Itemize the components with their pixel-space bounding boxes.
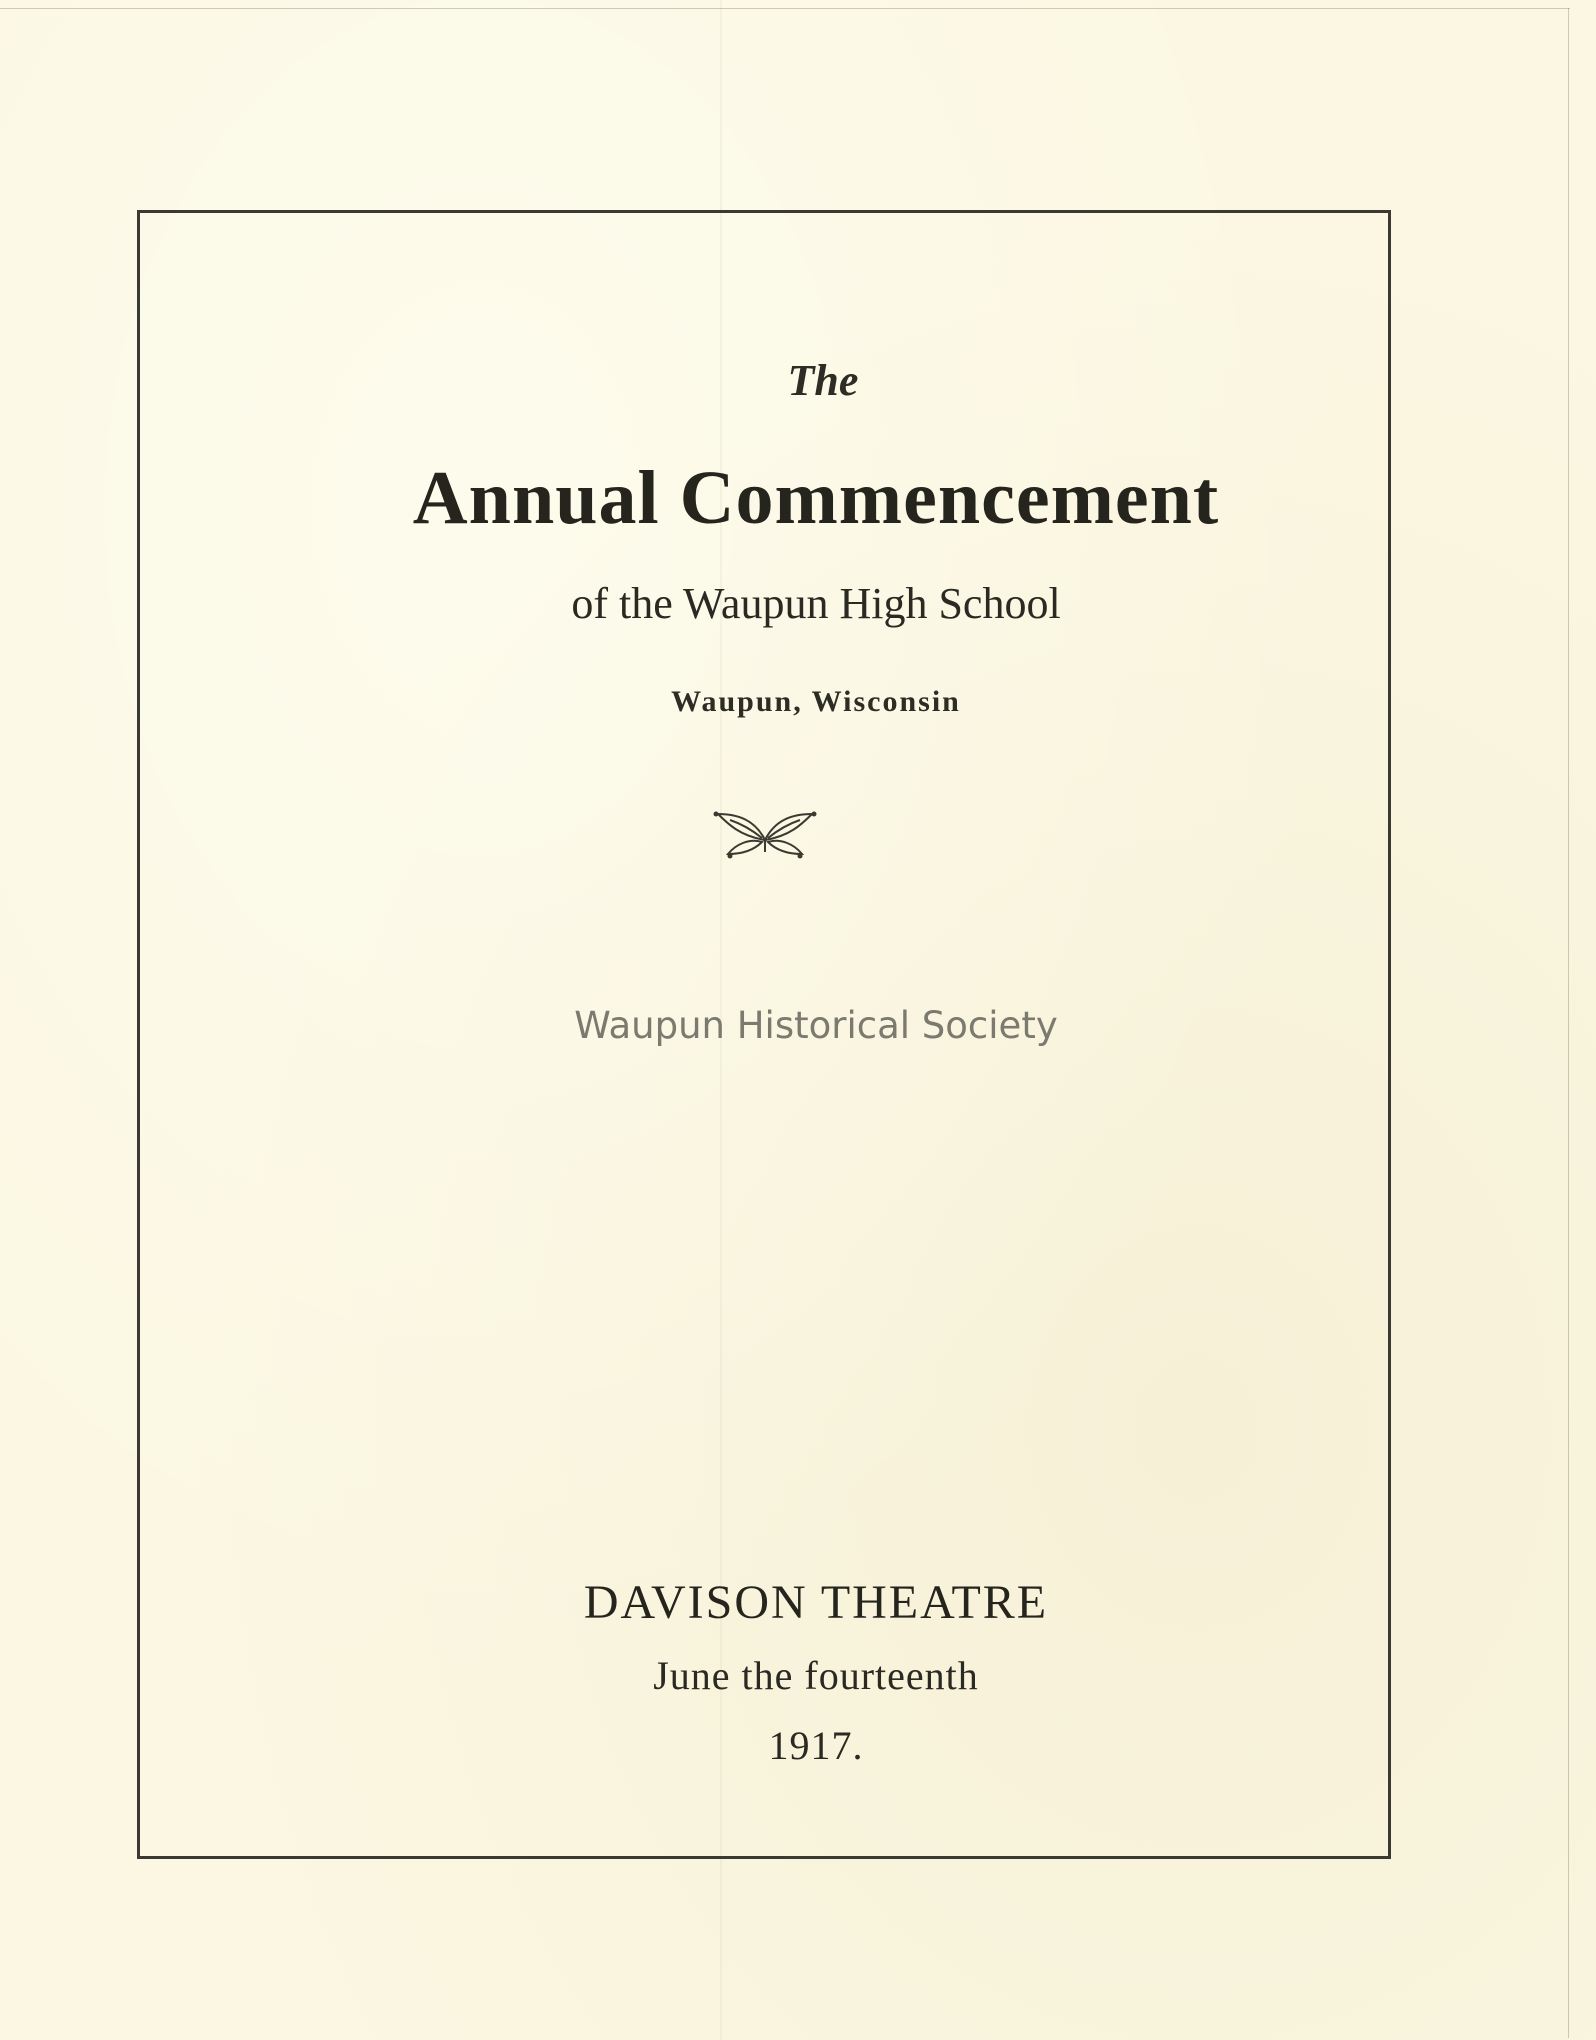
program-location: Waupun, Wisconsin <box>671 685 961 718</box>
title-prefix: The <box>787 356 859 405</box>
program-subtitle: of the Waupun High School <box>571 579 1061 628</box>
event-date: June the fourteenth <box>653 1653 979 1698</box>
leaf-ornament-icon <box>710 800 820 860</box>
sheet-top-edge <box>0 8 1570 9</box>
event-year: 1917. <box>768 1723 864 1768</box>
watermark-text: Waupun Historical Society <box>574 1004 1058 1047</box>
program-title: Annual Commencement <box>412 456 1220 540</box>
venue-name: DAVISON THEATRE <box>583 1576 1049 1629</box>
